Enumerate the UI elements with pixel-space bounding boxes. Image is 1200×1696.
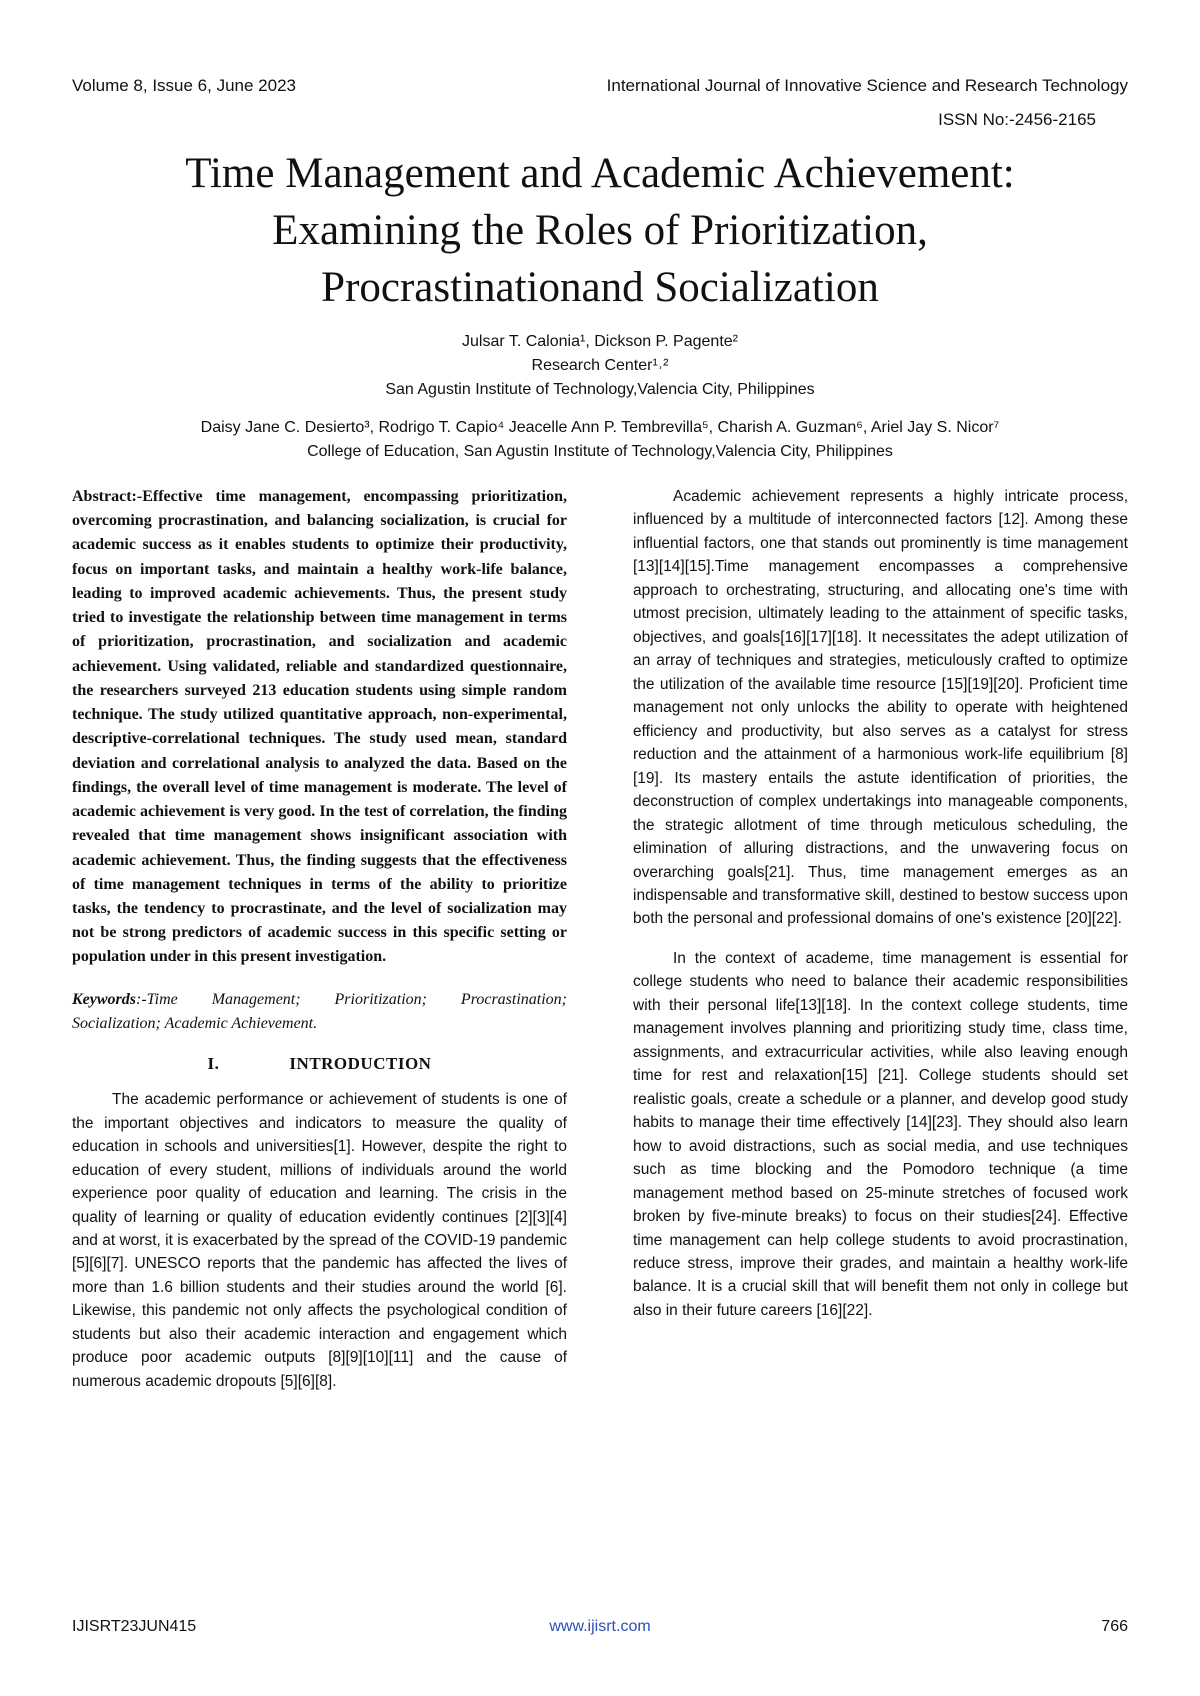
affiliation-1: San Agustin Institute of Technology,Valencia City, Philippines [385,381,815,398]
affiliation-2: College of Education, San Agustin Institute of Technology,Valencia City, Philippines [307,443,893,460]
footer-code: IJISRT23JUN415 [72,1618,197,1635]
intro-paragraph-2: Academic achievement represents a highly intricate process, influenced by a multitude of interconnected factors [12]. Among these influential factors, one that stands out prominently is time management [13][14][15].Time management encompasses a comprehensive approach to orchestrating, structuring, and allocating one's time with utmost precision, ultimately leading to the attainment of specific tasks, objectives, and goals[16][17][18]. It necessitates the adept utilization of an array of techniques and strategies, meticulously crafted to optimize the utilization of the available time resource [15][19][20]. Proficient time management not only unlocks the ability to operate with heightened efficiency and productivity, but also serves as a catalyst for stress reduction and the attainment of a harmonious work-life equilibrium [8][19]. Its mastery entails the astute identification of priorities, the deconstruction of complex undertakings into manageable components, the strategic allotment of time through meticulous scheduling, the elimination of alluring distractions, and the unwavering focus on overarching goals[21]. Thus, time management emerges as an indispensable and transformative skill, destined to bestow success upon both the personal and professional domains of one's existence [20][22]. [633,488,1128,928]
abstract: Abstract:-Effective time management, encompassing prioritization, overcoming procrastination, and balancing socialization, is crucial for academic success as it enables students to optimize their productivity, focus on important tasks, and maintain a healthy work-life balance, leading to improved academic achievements. Thus, the present study tried to investigate the relationship between time management in terms of prioritization, procrastination, and socialization and academic achievement. Using validated, reliable and standardized questionnaire, the researchers surveyed 213 education students using simple random technique. The study utilized quantitative approach, non-experimental, descriptive-correlational techniques. The study used mean, standard deviation and correlational analysis to analyzed the data. Based on the findings, the overall level of time management is moderate. The level of academic achievement is very good. In the test of correlation, the finding revealed that time management shows insignificant association with academic achievement. Thus, the finding suggests that the effectiveness of time management techniques in terms of the ability to prioritize tasks, the tendency to procrastinate, and the level of socialization may not be strong predictors of academic success in this specific setting or population under in this present investigation. [72,488,567,966]
title-line-2: Examining the Roles of Prioritization, [272,206,928,254]
intro-paragraph-3: In the context of academe, time management is essential for college students who need to balance their academic responsibilities with their personal life[13][18]. In the context college students, time management involves planning and prioritizing study time, class time, assignments, and extracurricular activities, while also leaving enough time for rest and relaxation[15] [21]. College students should set realistic goals, create a schedule or a planner, and develop good study habits to manage their time effectively [14][23]. They should also learn how to avoid distractions, such as social media, and use techniques such as time blocking and the Pomodoro technique (a time management method based on 25-minute stretches of focused work broken by five-minute breaks) to focus on their studies[24]. Effective time management can help college students to avoid procrastination, reduce stress, improve their grades, and maintain a healthy work-life balance. It is a crucial skill that will benefit them not only in college but also in their future careers [16][22]. [633,949,1128,1319]
title-line-1: Time Management and Academic Achievement: [185,150,1015,197]
keywords-text: :-Time Management; Prioritization; Procrastination; Socialization; Academic Achievement. [72,990,567,1032]
header-volume: Volume 8, Issue 6, June 2023 [72,76,296,95]
right-column [633,485,1128,1322]
author-block [60,330,1140,464]
footer-url-link[interactable]: www.ijisrt.com [549,1618,651,1635]
author-names-1: Julsar T. Calonia¹, Dickson P. Pagente² [462,333,738,350]
title-line-3: Procrastinationand Socialization [321,263,879,311]
section-number: I. [207,1054,220,1074]
keywords [72,988,567,1036]
header-journal: International Journal of Innovative Science and Research Technology [606,76,1128,95]
section-title: INTRODUCTION [289,1054,432,1074]
paper-title [60,146,1140,316]
keywords-label: Keywords [72,990,136,1008]
header-issn: ISSN No:-2456-2165 [938,110,1096,129]
left-column [72,485,567,1393]
intro-paragraph-1: The academic performance or achievement of students is one of the important objectives and indicators to measure the quality of education in schools and universities[1]. However, despite the right to education of every student, millions of individuals around the world experience poor quality of education and learning. The crisis in the quality of learning or quality of education evidently continues [2][3][4] and at worst, it is exacerbated by the spread of the COVID-19 pandemic [5][6][7]. UNESCO reports that the pandemic has affected the lives of more than 1.6 billion students and their studies around the world [6]. Likewise, this pandemic not only affects the psychological condition of students but also their academic interaction and engagement which produce poor academic outputs [8][9][10][11] and the cause of numerous academic dropouts [5][6][8]. [72,1091,567,1390]
research-center: Research Center¹˒² [531,357,669,374]
footer-page-number: 766 [1101,1618,1128,1635]
author-names-2: Daisy Jane C. Desierto³, Rodrigo T. Capio⁴ Jeacelle Ann P. Tembrevilla⁵, Charish A. Guzman⁶, Ariel Jay S. Nicor⁷ [200,419,1000,436]
section-heading [72,1054,567,1074]
